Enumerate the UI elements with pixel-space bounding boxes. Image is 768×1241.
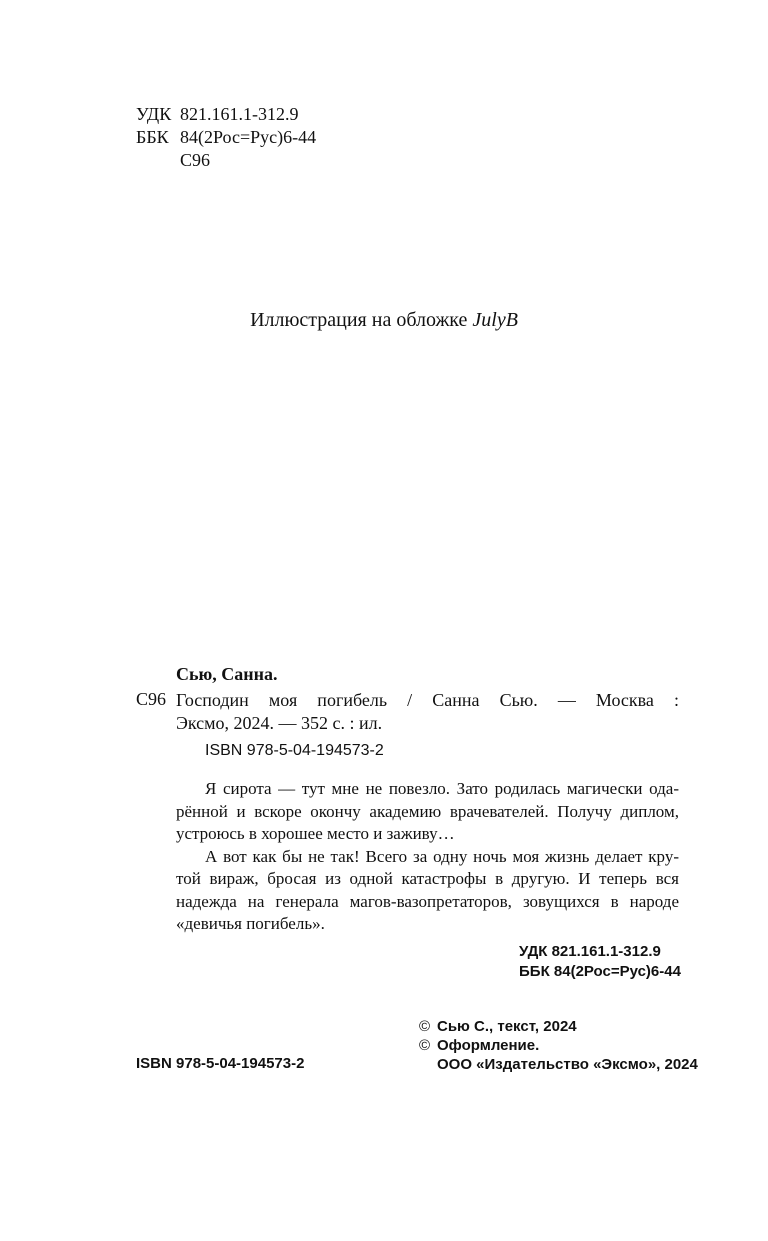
copyright-publisher: ООО «Издательство «Эксмо», 2024 — [437, 1056, 698, 1073]
copyright-text: Сью С., текст, 2024 — [437, 1018, 577, 1035]
classification-codes — [136, 103, 316, 172]
annotation-line: той вираж, бросая из одной катастрофы в другую. И теперь вся — [176, 869, 679, 888]
bbk-label: ББК — [136, 127, 169, 147]
copyright-design: Оформление. — [437, 1037, 540, 1054]
biblio-line-1: Господин моя погибель / Санна Сью. — Москва : — [176, 690, 679, 710]
record-author: Сью, Санна. — [176, 664, 278, 684]
udk-value: 821.161.1-312.9 — [180, 104, 299, 124]
copyright-icon: © — [419, 1018, 431, 1035]
illustration-credit — [0, 309, 768, 332]
annotation-paragraph-1 — [176, 778, 679, 846]
record-mark: С96 — [136, 689, 167, 709]
annotation — [176, 778, 679, 936]
annotation-line: рённой и вскоре окончу академию врачевателей. Получу диплом, — [176, 801, 679, 821]
annotation-line: устроюсь в хорошее место и заживу… — [176, 824, 455, 843]
illustration-artist: JulyB — [472, 309, 518, 331]
classification-codes-right — [519, 942, 681, 982]
bibliographic-description — [176, 689, 679, 735]
isbn-bottom: ISBN 978-5-04-194573-2 — [136, 1055, 305, 1072]
udk-code: УДК 821.161.1-312.9 — [519, 943, 661, 960]
annotation-line: надежда на генерала магов-вазопретаторов, зовущихся в народе — [176, 891, 679, 911]
illustration-prefix: Иллюстрация на обложке — [250, 309, 473, 331]
annotation-line: А вот как бы не так! Всего за одну ночь моя жизнь делает кру- — [205, 846, 679, 866]
bbk-code: ББК 84(2Рос=Рус)6-44 — [519, 963, 681, 980]
author-mark: С96 — [180, 150, 211, 170]
annotation-line: Я сирота — тут мне не повезло. Зато родилась магически ода- — [205, 779, 679, 798]
record-isbn: ISBN 978-5-04-194573-2 — [205, 742, 384, 759]
copyright-block — [419, 1017, 698, 1074]
annotation-paragraph-2 — [176, 846, 679, 936]
udk-label: УДК — [136, 104, 172, 124]
annotation-line: «девичья погибель». — [176, 914, 325, 933]
bbk-value: 84(2Рос=Рус)6-44 — [180, 127, 317, 147]
biblio-line-2: Эксмо, 2024. — 352 с. : ил. — [176, 713, 383, 733]
copyright-icon: © — [419, 1037, 431, 1054]
